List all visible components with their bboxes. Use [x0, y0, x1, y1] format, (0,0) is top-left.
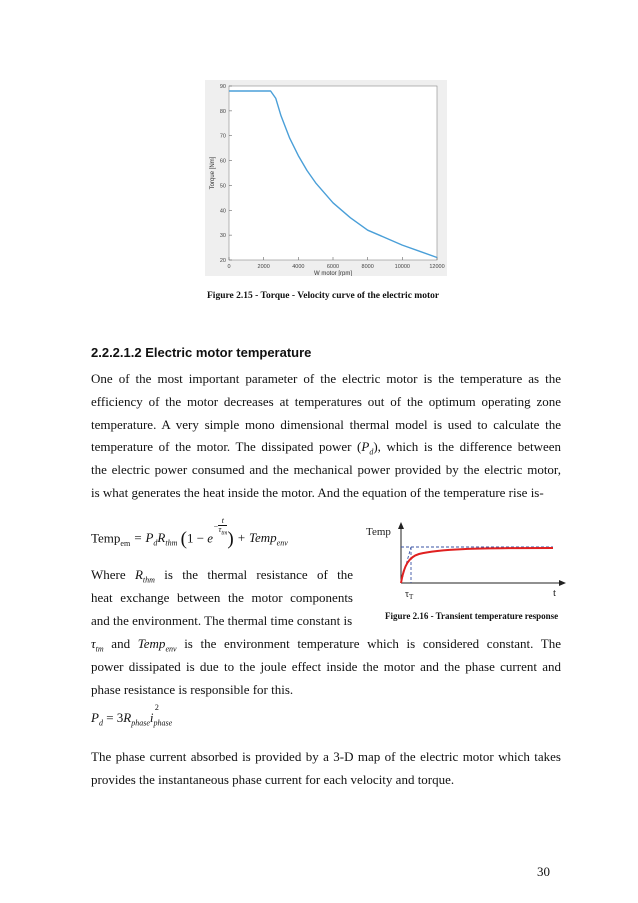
paragraph-3	[91, 746, 561, 792]
x-tick-label: 8000	[361, 264, 374, 270]
y-tick-label: 20	[219, 258, 226, 264]
paragraph-line-rthm: Where $R_{thm}$ is the thermal resistance of the	[91, 567, 353, 585]
y-tick-label: 40	[219, 208, 226, 215]
paragraph-line: heat exchange between the motor components	[91, 589, 353, 605]
paragraph-line: provides the instantaneous phase current for each velocity and torque.	[91, 771, 455, 787]
x-tick-label: 6000	[326, 264, 340, 270]
y-tick-label: 70	[219, 133, 226, 140]
page-number: 30	[537, 864, 550, 879]
y-tick-label: 80	[219, 108, 226, 115]
x-tick-label: 12000	[429, 264, 445, 270]
paragraph-line: One of the most important parameter of the electric motor is the temperature as the	[91, 371, 561, 386]
y-axis-label: Torque [Nm]	[210, 156, 216, 190]
y-tick-label: 60	[219, 158, 226, 165]
paragraph-line: efficiency of the motor decreases at temperatures out of the optimum operating zone	[91, 393, 561, 409]
x-tick-label: 2000	[257, 264, 270, 270]
x-tick-label: 0	[227, 264, 231, 270]
paragraph-line: The phase current absorbed is provided by a 3-D map of the electric motor which takes	[91, 749, 561, 764]
paragraph-line: power dissipated is due to the joule effect inside the motor and the phase current and	[91, 658, 561, 674]
y-tick-label: 50	[219, 183, 226, 190]
paragraph-1	[91, 368, 561, 505]
section-number: 2.2.2.1.2	[91, 345, 142, 360]
paragraph-line-dissipated-power: temperature of the motor. The dissipated power $(P_d)$, which is the difference between	[91, 439, 562, 457]
paragraph-line-tau: $\tau_{tm}$ and Temp$_{env}$ is the environment temperature which is considered constant. The	[91, 636, 561, 654]
paragraph-line: is what generates the heat inside the motor. And the equation of the temperature rise is-	[91, 484, 544, 500]
paragraph-line: phase resistance is responsible for this.	[91, 681, 294, 697]
paragraph-2-continued	[91, 633, 561, 701]
temp-axis-label: Temp	[366, 526, 391, 538]
torque-velocity-chart	[205, 80, 447, 276]
paragraph-2-wrapped	[91, 564, 353, 632]
transient-temperature-chart	[363, 520, 571, 610]
y-tick-label: 90	[219, 84, 226, 90]
section-heading	[91, 345, 311, 360]
transient-temperature-figure	[363, 520, 571, 610]
paragraph-line: and the environment. The thermal time constant is	[91, 612, 353, 628]
figure-2-16-caption: Figure 2.16 - Transient temperature response	[385, 611, 559, 621]
power-dissipation-equation: $P_d = 3R_{phase}i$ 2 $_{phase}$	[91, 703, 173, 728]
section-title: Electric motor temperature	[145, 345, 312, 360]
temperature-equation: Temp$_{em}$ = $P_dR_{thm}$ ($1 - e^{- t \tau_{tm}}$ ) + Temp$_{env}$	[91, 516, 288, 550]
figure-2-15-caption: Figure 2.15 - Torque - Velocity curve of the electric motor	[207, 291, 440, 301]
torque-velocity-figure	[205, 80, 447, 276]
paragraph-line: the electric power consumed and the mechanical power provided by the electric motor,	[91, 462, 561, 478]
time-axis-label: t	[553, 587, 557, 599]
x-tick-label: 4000	[292, 264, 305, 270]
x-tick-label: 10000	[394, 264, 410, 270]
y-tick-label: 30	[219, 233, 226, 240]
paragraph-line: temperature. A very simple mono dimensional thermal model is used to calculate the	[91, 416, 561, 432]
x-axis-label: W motor [rpm]	[313, 271, 353, 276]
plot-area	[229, 86, 437, 260]
tau-label: $\tau_T$	[405, 589, 414, 601]
